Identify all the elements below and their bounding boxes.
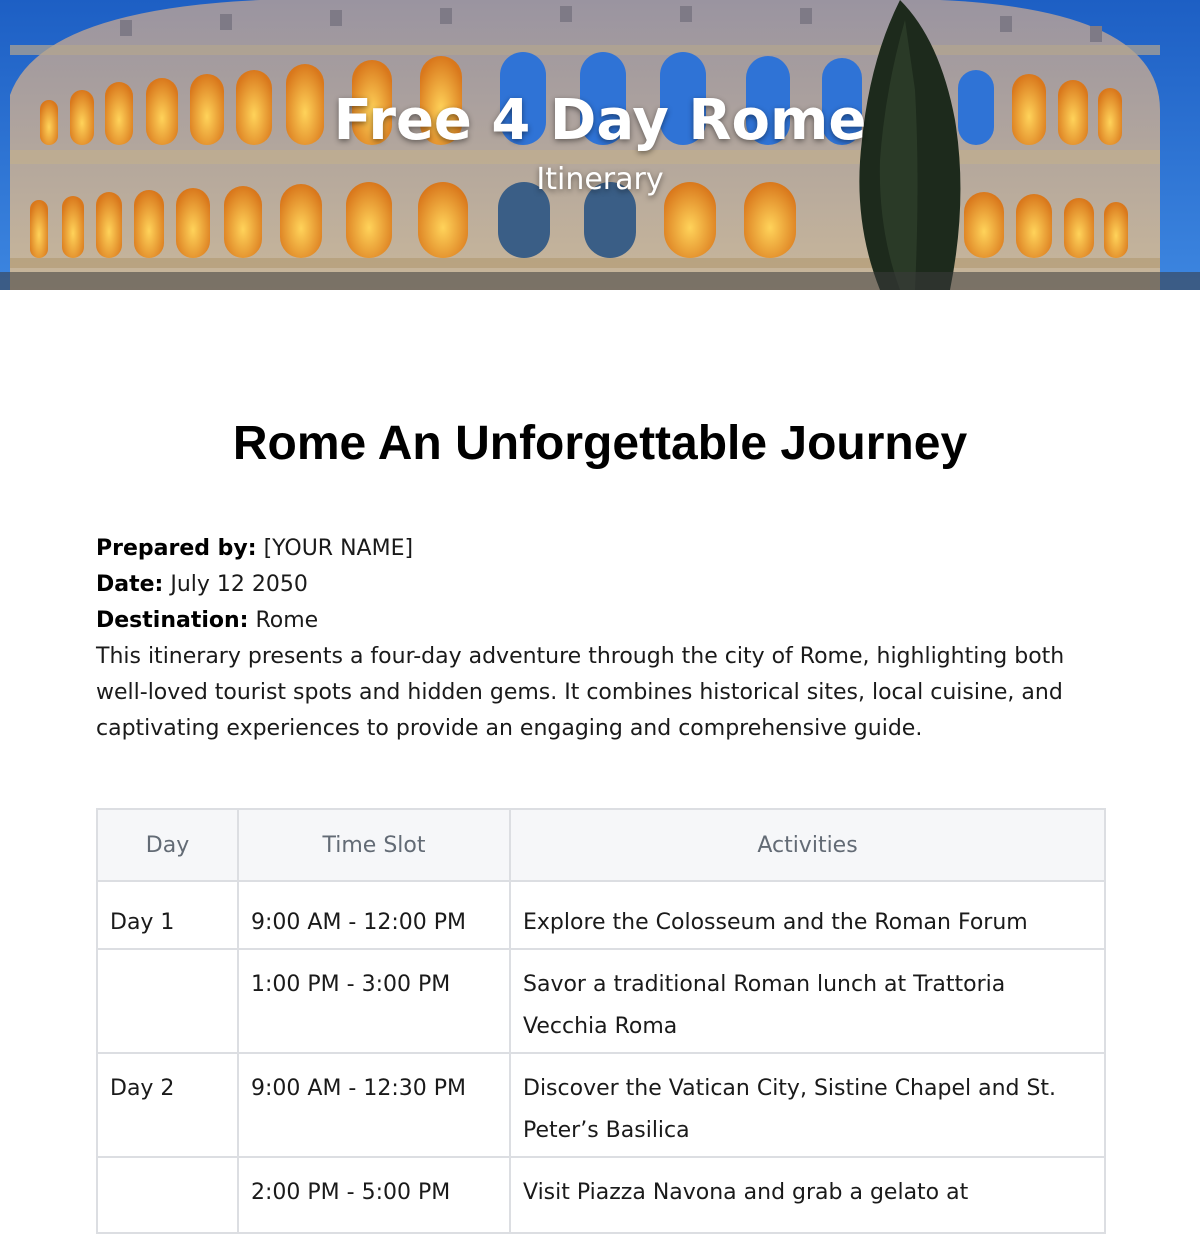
cell-activity: Discover the Vatican City, Sistine Chapel and St. Peter’s Basilica	[510, 1053, 1105, 1157]
intro-paragraph: This itinerary presents a four-day adventure through the city of Rome, highlighting both well-loved tourist spots and hidden gems. It combines historical sites, local cuisine, and captivating experiences to provide an engaging and comprehensive guide.	[96, 644, 1065, 741]
date-label: Date:	[96, 572, 164, 597]
cell-time: 1:00 PM - 3:00 PM	[238, 949, 510, 1053]
header-activities: Activities	[510, 809, 1105, 881]
destination-row	[96, 603, 1106, 639]
table-row	[97, 1053, 1105, 1157]
hero-title: Free 4 Day Rome	[333, 88, 867, 153]
header-time-slot: Time Slot	[238, 809, 510, 881]
cell-day: Day 1	[97, 881, 238, 949]
document-title: Rome An Unforgettable Journey	[232, 417, 968, 470]
prepared-by-row	[96, 531, 1106, 567]
table-row	[97, 949, 1105, 1053]
destination-value: Rome	[255, 608, 319, 633]
cell-time: 9:00 AM - 12:00 PM	[238, 881, 510, 949]
hero-subtitle: Itinerary	[536, 162, 664, 197]
itinerary-table	[96, 808, 1106, 1234]
date-row	[96, 567, 1106, 603]
table-header-row	[97, 809, 1105, 881]
cell-time: 2:00 PM - 5:00 PM	[238, 1157, 510, 1233]
cell-activity: Savor a traditional Roman lunch at Trattoria Vecchia Roma	[510, 949, 1105, 1053]
cell-time: 9:00 AM - 12:30 PM	[238, 1053, 510, 1157]
cell-day	[97, 1157, 238, 1233]
header-day: Day	[97, 809, 238, 881]
cell-day: Day 2	[97, 1053, 238, 1157]
hero-banner	[0, 0, 1200, 290]
prepared-by-label: Prepared by:	[96, 536, 257, 561]
destination-label: Destination:	[96, 608, 249, 633]
date-value: July 12 2050	[170, 572, 308, 597]
table-row	[97, 1157, 1105, 1233]
document-meta	[96, 531, 1106, 747]
cell-activity: Explore the Colosseum and the Roman Forum	[510, 881, 1105, 949]
prepared-by-value: [YOUR NAME]	[263, 536, 414, 561]
cell-activity: Visit Piazza Navona and grab a gelato at	[510, 1157, 1105, 1233]
cell-day	[97, 949, 238, 1053]
table-row	[97, 881, 1105, 949]
